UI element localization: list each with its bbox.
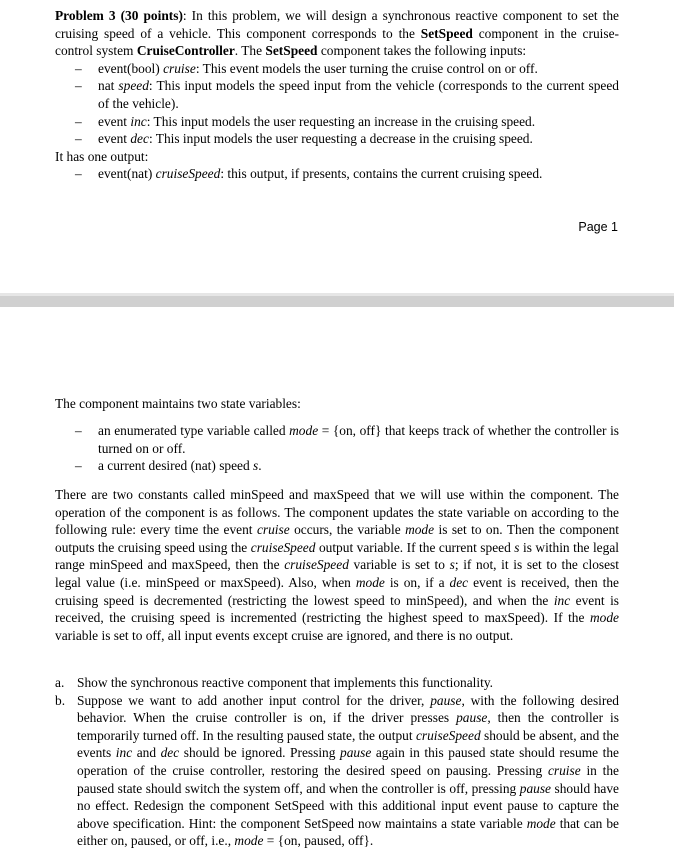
document-page-1 [0, 0, 674, 293]
italic-term: cruise [547, 762, 581, 778]
page-number: Page 1 [578, 220, 618, 234]
input-name: dec [130, 131, 149, 147]
input-item [55, 113, 619, 131]
text-run: should have no effect. Redesign the component SetSpeed with this additional input event pause to capture the above specification. Hint: the component SetSpeed now maintains a state variable [77, 780, 619, 831]
text-run: should be absent, and the events [77, 727, 619, 761]
output-intro: It has one output: [55, 148, 149, 164]
input-name: cruise [163, 60, 196, 76]
text-run: is within the legal range minSpeed and maxSpeed, then the [55, 539, 619, 573]
text-run: variable is set to [348, 557, 450, 573]
italic-term: mode [589, 610, 619, 626]
input-type: nat [98, 78, 119, 94]
output-type: event(nat) [98, 166, 156, 182]
state-list-block [55, 422, 619, 475]
italic-term: pause [430, 692, 462, 708]
text-run: , with the following desired behavior. When the cruise controller is on, if the driver presses [77, 692, 619, 726]
dash-bullet: – [75, 60, 82, 76]
input-desc: : This input models the speed input from the vehicle (corresponds to the current speed of the vehicle). [98, 78, 619, 111]
question-marker: a. [55, 675, 65, 690]
dash-bullet: – [75, 458, 82, 474]
italic-term: dec [160, 745, 180, 761]
text-run: , then the controller is temporarily turned off. In the resulting paused state, the output [77, 710, 619, 743]
input-item [55, 60, 619, 78]
italic-term: cruise [256, 522, 290, 538]
italic-term: mode [234, 833, 264, 849]
italic-term: s [514, 539, 520, 555]
italic-term: pause [519, 780, 551, 796]
text-run: is on, if a [384, 574, 450, 590]
input-desc: : This input models the user requesting an increase in the cruising speed. [146, 113, 536, 129]
problem-heading: Problem 3 (30 points) [55, 8, 183, 23]
input-item [55, 77, 619, 112]
state-text: = {on, off} that keeps track of whether the controller is turned on or off. [98, 423, 619, 456]
input-item [55, 130, 619, 148]
question-a [55, 674, 619, 692]
text-run: again in this paused state should resume the operation of the cruise controller, restoring the desired speed on pausing. Pressing [77, 745, 619, 778]
text-run: There are two constants called minSpeed and maxSpeed that we will use within the component. The operation of the component is as follows. The component updates the state variable on according to the following rule: every time the event [55, 487, 619, 538]
state-text: a current desired (nat) speed [98, 458, 254, 474]
italic-term: s [449, 557, 455, 573]
italic-term: pause [456, 710, 488, 726]
questions-block [55, 674, 619, 850]
outputs-list [55, 165, 619, 183]
state-intro [55, 395, 619, 413]
input-type: event [98, 113, 131, 129]
text-run: output variable. If the current speed [315, 539, 515, 555]
setspeed-term: SetSpeed [265, 43, 318, 59]
text-run: that can be either on, paused, or off, i.e., [77, 815, 620, 849]
input-name: speed [118, 78, 149, 94]
italic-term: pause [340, 745, 372, 761]
text-run: occurs, the variable [289, 522, 406, 538]
state-text: . [258, 458, 262, 474]
output-name: cruiseSpeed [155, 166, 221, 182]
dash-bullet: – [75, 113, 82, 129]
document-page-2 [0, 307, 674, 861]
text-run: and [132, 745, 161, 761]
intro-text: : In this problem, we will design a synchronous reactive component to set the cruising speed of a vehicle. This component corresponds to the [55, 8, 619, 41]
intro-text: component takes the following inputs: [317, 43, 527, 59]
state-item [55, 457, 619, 475]
intro-text: component in the cruise-control system [55, 25, 619, 59]
operation-paragraph [55, 486, 619, 644]
input-desc: : This event models the user turning the cruise control on or off. [195, 60, 538, 76]
operation-paragraph-block [55, 486, 619, 644]
state-item [55, 422, 619, 457]
italic-term: mode [405, 522, 435, 538]
text-run: is set to on. Then the component outputs the cruising speed using the [55, 522, 619, 555]
state-var: mode [289, 423, 319, 438]
question-b-text [77, 693, 619, 849]
question-marker: b. [55, 692, 66, 708]
setspeed-term: SetSpeed [420, 25, 473, 41]
question-b [55, 692, 619, 850]
italic-term: inc [553, 592, 571, 608]
state-var: s [253, 458, 259, 474]
input-type: event(bool) [98, 60, 164, 76]
questions-list [55, 674, 619, 850]
state-intro-text: The component maintains two state variables: [55, 396, 301, 411]
text-run: event is received, then the cruising speed is decremented (restricting the lowest speed to minSpeed), and when the [55, 574, 619, 608]
dash-bullet: – [75, 131, 82, 147]
problem-intro [55, 7, 619, 60]
problem-statement [55, 7, 619, 183]
output-desc: : this output, if presents, contains the current cruising speed. [220, 166, 543, 182]
intro-text: . The [234, 43, 266, 59]
text-run: event is received, the cruising speed is incremented (restricting the highest speed to maxSpeed). If the [55, 592, 619, 626]
question-a-text: Show the synchronous reactive component that implements this functionality. [77, 675, 494, 690]
text-run: = {on, paused, off}. [263, 833, 374, 849]
cruisecontroller-term: CruiseController [136, 43, 235, 59]
state-list [55, 422, 619, 475]
italic-term: mode [355, 574, 385, 590]
italic-term: cruiseSpeed [415, 727, 481, 743]
text-run: variable is set to off, all input events except cruise are ignored, and there is no output. [55, 627, 514, 643]
output-item [55, 165, 619, 183]
italic-term: cruiseSpeed [284, 557, 349, 573]
page-separator [0, 293, 674, 307]
italic-term: inc [115, 745, 133, 761]
text-run: in the paused state should switch the system off, and when the controller is off, pressing [77, 762, 619, 796]
italic-term: dec [449, 574, 469, 590]
input-desc: : This input models the user requesting a decrease in the cruising speed. [148, 131, 533, 147]
italic-term: mode [526, 815, 556, 831]
dash-bullet: – [75, 166, 82, 182]
input-name: inc [130, 113, 147, 129]
dash-bullet: – [75, 423, 82, 438]
text-run: ; if not, it is set to the closest legal value (i.e. minSpeed or maxSpeed). Also, when [55, 557, 619, 590]
inputs-list [55, 60, 619, 148]
italic-term: cruiseSpeed [250, 539, 316, 555]
text-run: should be ignored. Pressing [179, 745, 341, 761]
dash-bullet: – [75, 78, 82, 94]
state-text: an enumerated type variable called [98, 423, 290, 438]
text-run: Suppose we want to add another input control for the driver, [77, 692, 431, 708]
input-type: event [98, 131, 131, 147]
